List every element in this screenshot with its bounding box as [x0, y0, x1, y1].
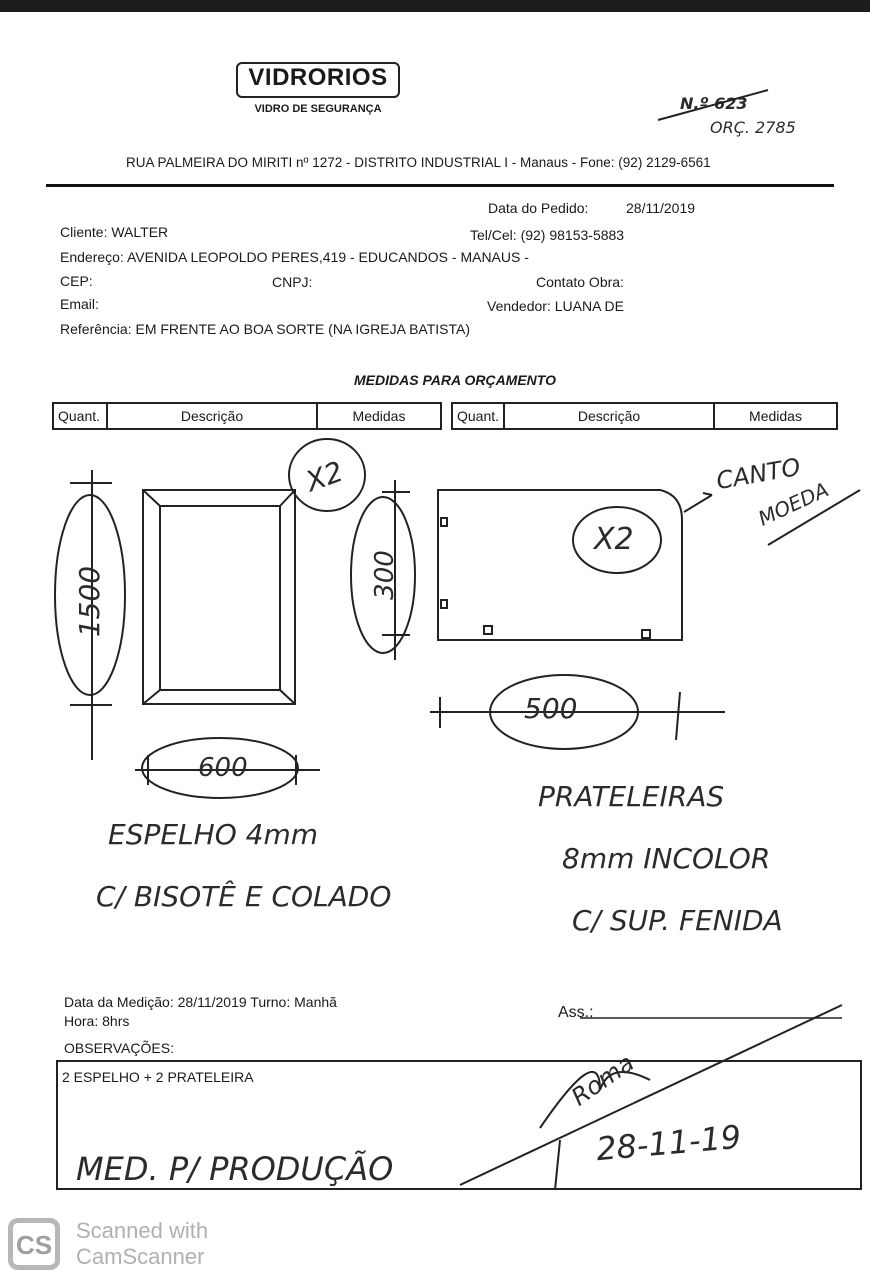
header-quant: Quant.	[53, 403, 107, 429]
right-qty-label: X2	[594, 522, 634, 557]
header-descricao: Descrição	[107, 403, 317, 429]
header-quant: Quant.	[452, 403, 504, 429]
camscanner-line2: CamScanner	[76, 1244, 205, 1269]
measurement-hour: Hora: 8hrs	[64, 1013, 130, 1029]
observations-label: OBSERVAÇÕES:	[64, 1040, 174, 1056]
mirror-outer	[143, 490, 295, 704]
client-cnpj: CNPJ:	[272, 274, 313, 290]
camscanner-logo: CS	[8, 1218, 60, 1270]
right-note-line1: PRATELEIRAS	[538, 780, 725, 813]
corner-note-line1: CANTO	[714, 452, 803, 496]
company-logo: VIDRORIOS	[248, 64, 388, 91]
camscanner-line1: Scanned with	[76, 1218, 209, 1243]
left-depth-label: 300	[369, 550, 400, 600]
client-address: Endereço: AVENIDA LEOPOLDO PERES,419 - EDUCANDOS - MANAUS -	[60, 249, 529, 265]
company-tagline: VIDRO DE SEGURANÇA	[254, 103, 382, 115]
header-descricao: Descrição	[504, 403, 714, 429]
observations-date: 28-11-19	[594, 1117, 743, 1169]
signature-label: Ass.:	[558, 1004, 594, 1021]
right-width-label: 500	[524, 692, 578, 725]
signature-name: Roma	[566, 1048, 640, 1112]
seller-name: Vendedor: LUANA DE	[487, 298, 624, 314]
order-date-label: Data do Pedido:	[488, 200, 589, 216]
left-qty-label: X2	[301, 454, 348, 499]
observations-handwritten: MED. P/ PRODUÇÃO	[76, 1150, 394, 1188]
number-strike	[658, 90, 768, 120]
right-note-line2: 8mm INCOLOR	[562, 842, 771, 875]
left-height-label: 1500	[73, 565, 107, 638]
measurement-date-turn: Data da Medição: 28/11/2019 Turno: Manhã	[64, 994, 337, 1010]
header-medidas: Medidas	[714, 403, 837, 429]
section-title: MEDIDAS PARA ORÇAMENTO	[354, 372, 556, 388]
client-email: Email:	[60, 296, 99, 312]
orc-number: ORÇ. 2785	[710, 118, 796, 137]
site-contact: Contato Obra:	[536, 274, 624, 290]
corner-note-line2: MOEDA	[754, 477, 833, 531]
left-note-line1: ESPELHO 4mm	[108, 818, 318, 851]
client-name: Cliente: WALTER	[60, 224, 169, 240]
observations-text: 2 ESPELHO + 2 PRATELEIRA	[62, 1069, 254, 1085]
camscanner-text	[76, 1218, 208, 1270]
right-note-line3: C/ SUP. FENIDA	[572, 904, 783, 937]
client-reference: Referência: EM FRENTE AO BOA SORTE (NA IGREJA BATISTA)	[60, 321, 470, 337]
client-phone: Tel/Cel: (92) 98153-5883	[470, 227, 625, 243]
mirror-inner	[160, 506, 280, 690]
company-address: RUA PALMEIRA DO MIRITI nº 1272 - DISTRITO INDUSTRIAL I - Manaus - Fone: (92) 2129-6561	[126, 155, 711, 170]
header-medidas: Medidas	[317, 403, 441, 429]
form-number: N.º 623	[680, 94, 748, 113]
order-date-value: 28/11/2019	[626, 200, 696, 216]
left-note-line2: C/ BISOTÊ E COLADO	[96, 880, 392, 913]
client-cep: CEP:	[60, 273, 93, 289]
left-width-label: 600	[198, 753, 248, 783]
